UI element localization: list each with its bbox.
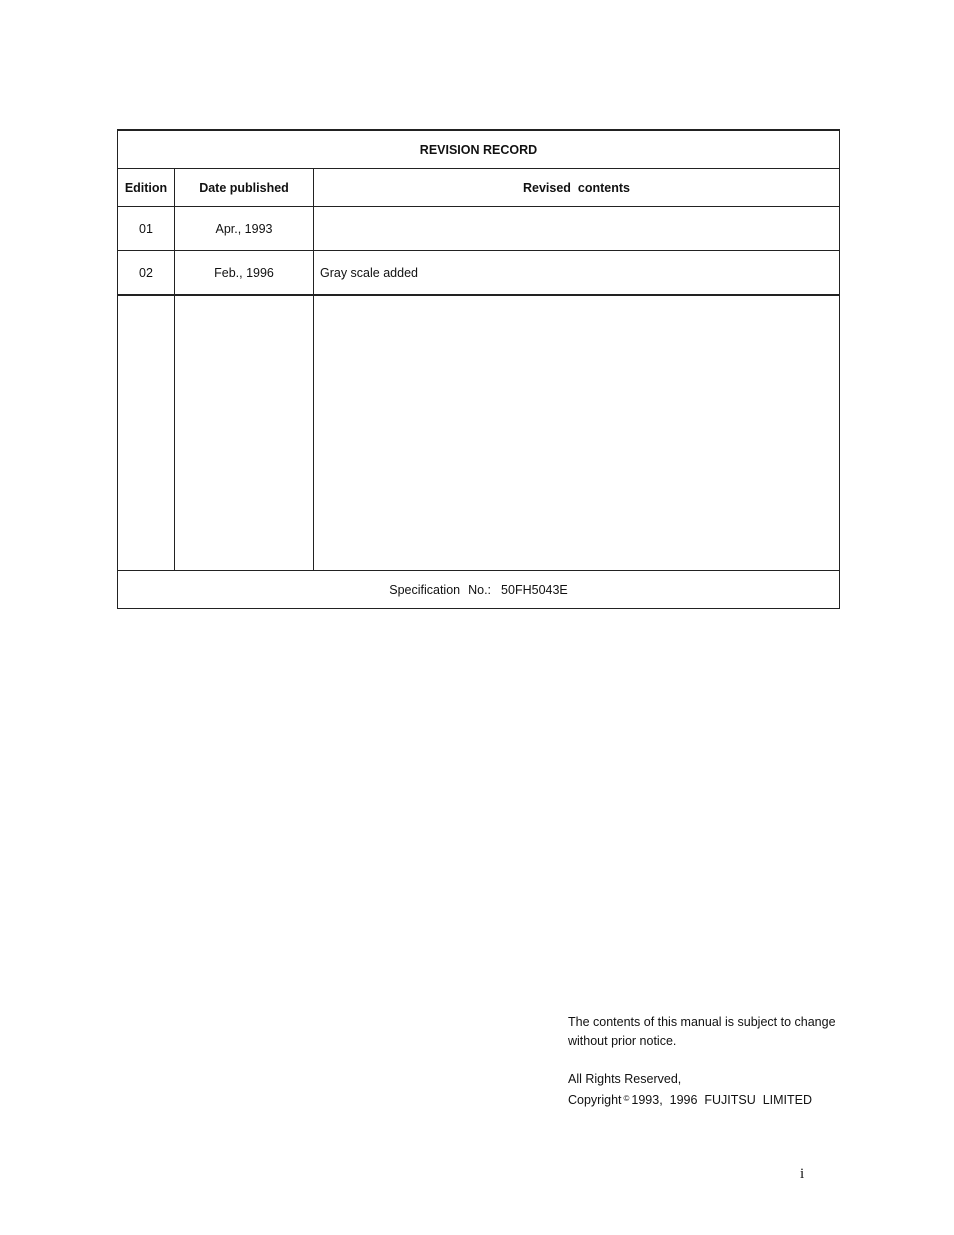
- rights-reserved: All Rights Reserved,: [568, 1072, 682, 1086]
- empty-row: [118, 295, 840, 571]
- copyright-icon: ©: [623, 1094, 630, 1103]
- revised-contents-header: Revised contents: [314, 169, 840, 207]
- copyright-line: [568, 1089, 836, 1110]
- edition-header: Edition: [118, 169, 175, 207]
- revision-record-table: [117, 129, 840, 609]
- revision-record-title: REVISION RECORD: [118, 130, 840, 169]
- specification-number: 50FH5043E: [501, 582, 568, 597]
- specification-no-label: No.:: [468, 582, 492, 597]
- contents-cell: [314, 207, 840, 251]
- date-published-header: Date published: [175, 169, 314, 207]
- empty-contents-cell: [314, 295, 840, 571]
- copyright-prefix: Copyright: [568, 1093, 622, 1107]
- empty-date-cell: [175, 295, 314, 571]
- contents-cell: Gray scale added: [314, 251, 840, 296]
- date-cell: Apr., 1993: [175, 207, 314, 251]
- specification-row: [118, 571, 840, 609]
- notice-line-2: without prior notice.: [568, 1034, 677, 1048]
- specification-cell: [118, 571, 840, 609]
- title-row: [118, 130, 840, 169]
- page-number: i: [800, 1166, 805, 1182]
- notice-line-1: The contents of this manual is subject to change: [568, 1015, 836, 1029]
- copyright-suffix: 1993, 1996 FUJITSU LIMITED: [631, 1093, 813, 1107]
- notice-block: [568, 1013, 836, 1110]
- edition-cell: 01: [118, 207, 175, 251]
- header-row: [118, 169, 840, 207]
- table-row: [118, 207, 840, 251]
- table-row: [118, 251, 840, 296]
- empty-edition-cell: [118, 295, 175, 571]
- date-cell: Feb., 1996: [175, 251, 314, 296]
- specification-label: Specification: [389, 582, 461, 597]
- edition-cell: 02: [118, 251, 175, 296]
